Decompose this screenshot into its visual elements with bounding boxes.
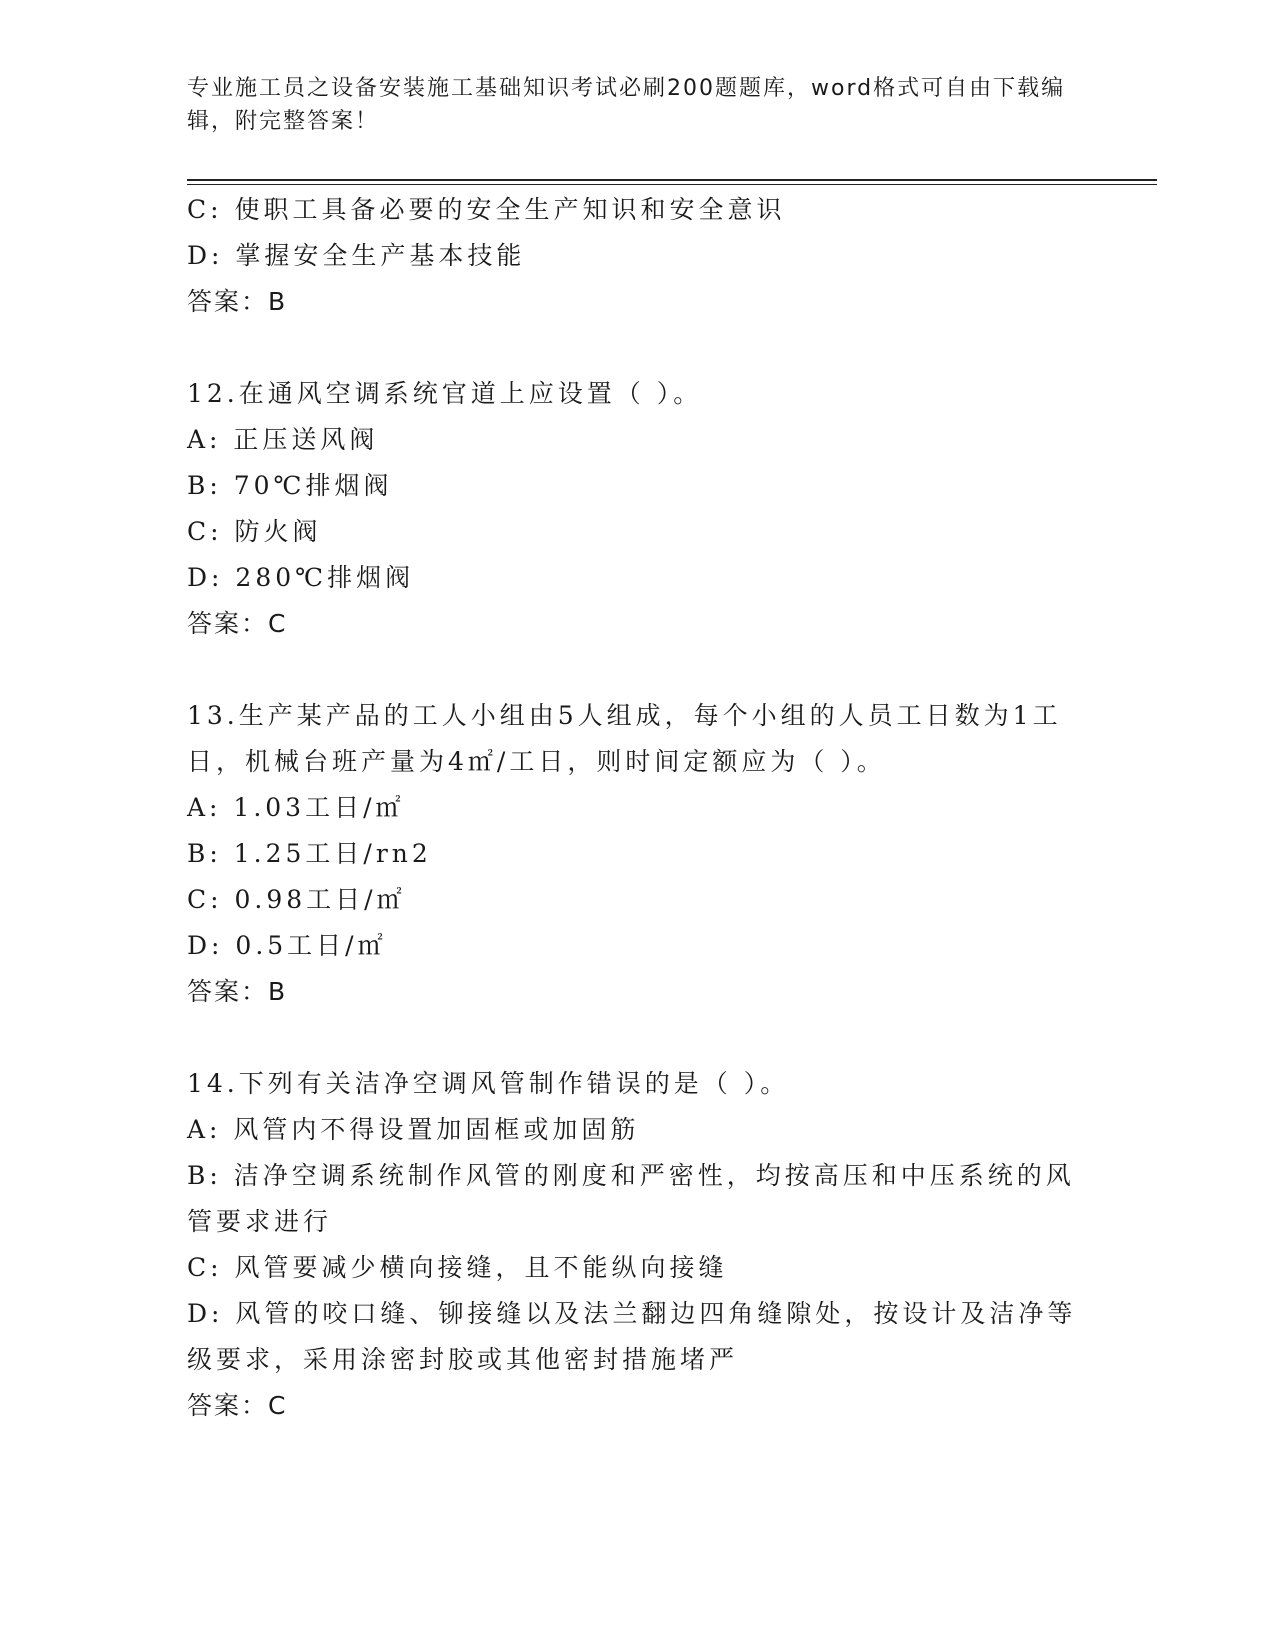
document-header: 专业施工员之设备安装施工基础知识考试必刷200题题库，word格式可自由下载编辑，附完整答案！ <box>187 76 1066 134</box>
spacer <box>187 647 1087 693</box>
text-line: D: 风管的咬口缝、铆接缝以及法兰翻边四角缝隙处，按设计及洁净等级要求，采用涂密封胶或其他密封措施堵严 <box>187 1299 1077 1374</box>
text-line: D: 掌握安全生产基本技能 <box>187 241 526 270</box>
answer-line: 答案：B <box>187 977 288 1006</box>
text-line: B: 洁净空调系统制作风管的刚度和严密性，均按高压和中压系统的风管要求进行 <box>187 1161 1075 1236</box>
text-line: A: 1.03工日/㎡ <box>187 793 405 822</box>
answer-line: 答案：C <box>187 609 288 638</box>
spacer <box>187 1015 1087 1061</box>
answer-line: 答案：B <box>187 287 288 316</box>
text-line: A: 正压送风阀 <box>187 425 379 454</box>
spacer <box>187 325 1087 371</box>
text-line: C: 防火阀 <box>187 517 322 546</box>
text-line: 13.生产某产品的工人小组由5人组成，每个小组的人员工日数为1工日，机械台班产量为4㎡/工日，则时间定额应为（ ）。 <box>187 701 1062 776</box>
text-line: C: 使职工具备必要的安全生产知识和安全意识 <box>187 195 786 224</box>
text-line: B: 1.25工日/rn2 <box>187 839 432 868</box>
text-line: C: 风管要减少横向接缝，且不能纵向接缝 <box>187 1253 728 1282</box>
text-line: A: 风管内不得设置加固框或加固筋 <box>187 1115 640 1144</box>
text-line: D: 280℃排烟阀 <box>187 563 415 592</box>
text-line: C: 0.98工日/㎡ <box>187 885 406 914</box>
text-line: B: 70℃排烟阀 <box>187 471 393 500</box>
header-divider-thin <box>187 184 1157 185</box>
text-line: 14.下列有关洁净空调风管制作错误的是（ ）。 <box>187 1069 790 1098</box>
text-line: D: 0.5工日/㎡ <box>187 931 387 960</box>
header-divider-thick <box>187 179 1157 181</box>
question-content <box>187 187 1087 1429</box>
text-line: 12.在通风空调系统官道上应设置（ ）。 <box>187 379 703 408</box>
answer-line: 答案：C <box>187 1391 288 1420</box>
